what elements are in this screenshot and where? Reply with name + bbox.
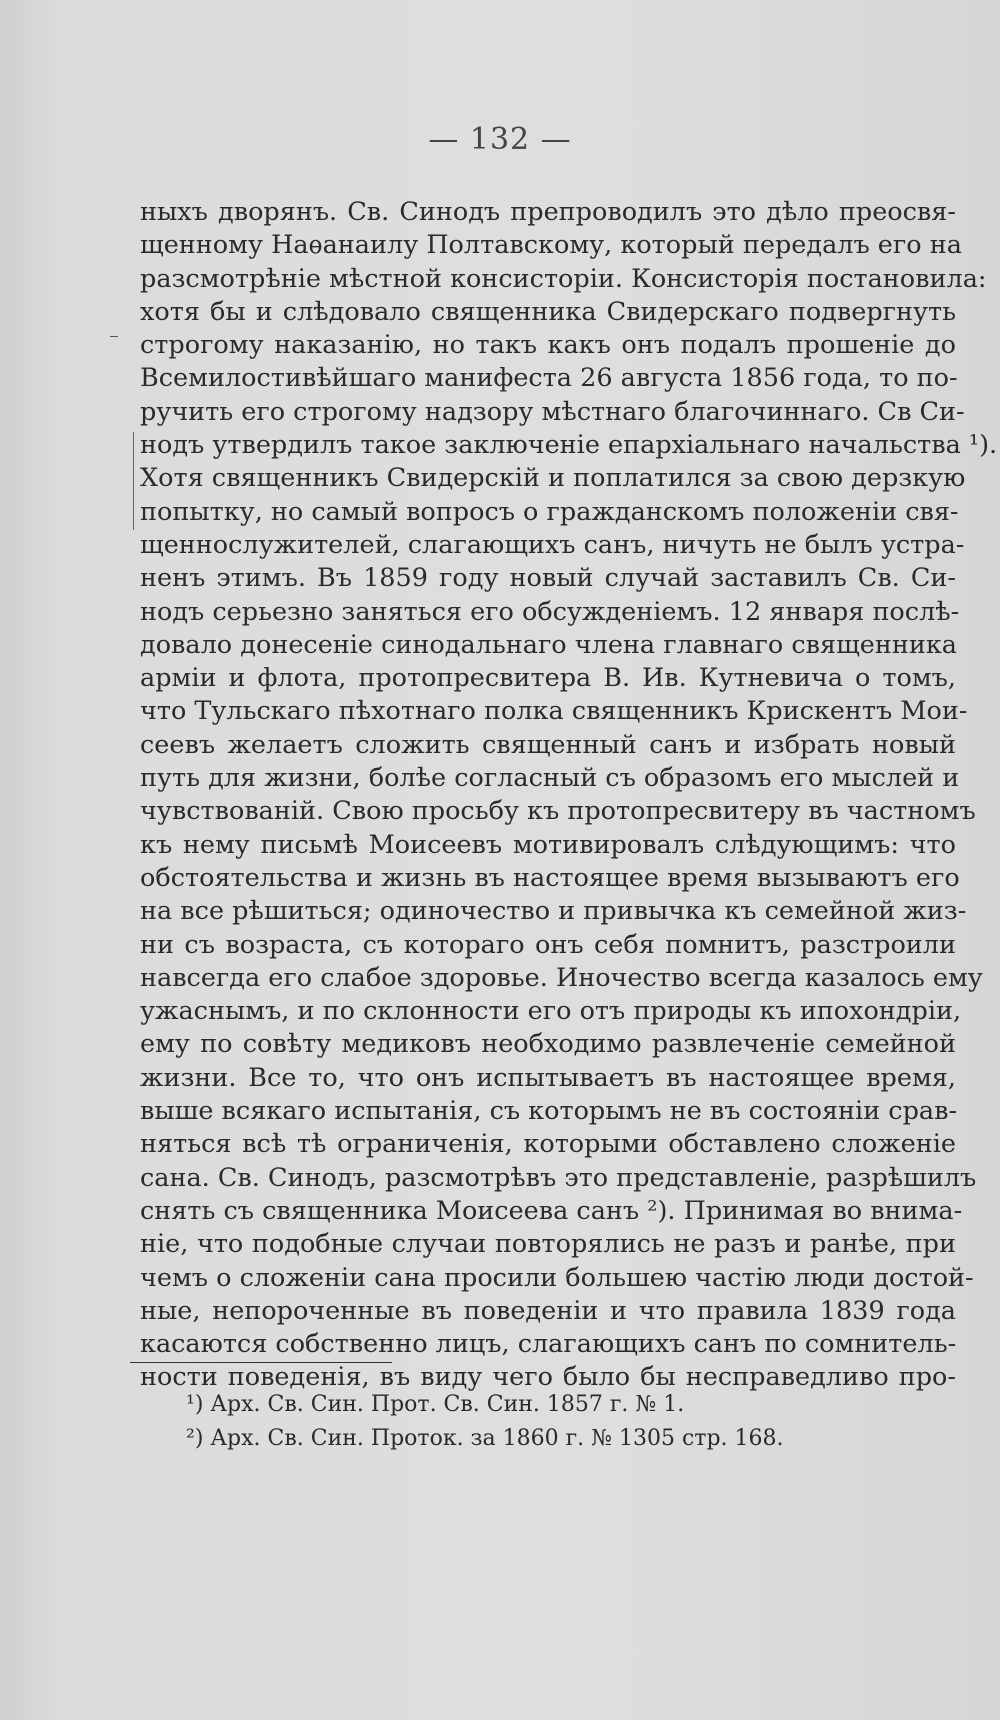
text-line: щенному Наѳанаилу Полтавскому, который передалъ его на [140,230,962,261]
text-line: касаются собственно лицъ, слагающихъ санъ по сомнитель- [140,1329,957,1360]
text-line: сеевъ желаетъ сложить священный санъ и избрать новый [140,729,956,760]
text-line: ни съ возраста, съ котораго онъ себя помнитъ, разстроили [140,929,956,960]
footnote-2: ²) Арх. Св. Син. Проток. за 1860 г. № 1305 стр. 168. [186,1426,784,1451]
footnote-divider [130,1362,392,1363]
text-line: ужаснымъ, и по склонности его отъ природы къ ипохондріи, [140,996,962,1027]
text-line: ныхъ дворянъ. Св. Синодъ препроводилъ это дѣло преосвя- [140,197,956,227]
page-number: — 132 — [428,122,572,157]
text-line: ные, непороченные въ поведеніи и что правила 1839 года [140,1295,956,1326]
text-line: ему по совѣту медиковъ необходимо развлеченіе семейной [140,1029,956,1060]
margin-bracket [133,432,134,530]
text-line: на все рѣшиться; одиночество и привычка къ семейной жиз- [140,896,967,927]
text-line: строгому наказанію, но такъ какъ онъ подалъ прошеніе до [140,330,956,361]
text-line: разсмотрѣніе мѣстной консисторіи. Консисторія постановила: [140,263,987,294]
text-line: няться всѣ тѣ ограниченія, которыми обставлено сложеніе [140,1129,956,1160]
text-line: что Тульскаго пѣхотнаго полка священникъ Крискентъ Мои- [140,696,968,727]
footnotes [186,1388,784,1456]
text-line: Хотя священникъ Свидерскій и поплатился за свою дерзкую [140,463,966,494]
footnote-1: ¹) Арх. Св. Син. Прот. Св. Син. 1857 г. № 1. [186,1392,685,1417]
text-line: къ нему письмѣ Моисеевъ мотивировалъ слѣдующимъ: что [140,829,956,860]
text-line: нодъ серьезно заняться его обсужденіемъ. 12 января послѣ- [140,596,960,627]
text-line: ніе, что подобные случаи повторялись не разъ и ранѣе, при [140,1229,956,1260]
text-line: попытку, но самый вопросъ о гражданскомъ положеніи свя- [140,496,959,527]
body-text [140,196,998,1395]
text-line: выше всякаго испытанія, съ которымъ не въ состояніи срав- [140,1096,958,1127]
text-line: путь для жизни, болѣе согласный съ образомъ его мыслей и [140,763,960,794]
text-line: нодъ утвердилъ такое заключеніе епархіальнаго начальства ¹). [140,430,998,461]
text-line: чемъ о сложеніи сана просили большею частію люди достой- [140,1262,974,1293]
text-line: ности поведенія, въ виду чего было бы несправедливо про- [140,1362,956,1393]
text-line: обстоятельства и жизнь въ настоящее время вызываютъ его [140,862,960,893]
text-line: жизни. Все то, что онъ испытываетъ въ настоящее время, [140,1062,956,1093]
text-line: щеннослужителей, слагающихъ санъ, ничуть не былъ устра- [140,529,965,560]
text-line: Всемилостивѣйшаго манифеста 26 августа 1856 года, то по- [140,363,958,394]
text-line: хотя бы и слѣдовало священника Свидерскаго подвергнуть [140,296,956,327]
text-line: сана. Св. Синодъ, разсмотрѣвъ это представленіе, разрѣшилъ [140,1162,977,1193]
margin-mark [110,336,118,337]
text-line: навсегда его слабое здоровье. Иночество всегда казалось ему [140,962,983,993]
text-line: чувствованій. Свою просьбу къ протопресвитеру въ частномъ [140,796,976,827]
text-line: ручить его строгому надзору мѣстнаго благочиннаго. Св Си- [140,396,965,427]
text-line: ненъ этимъ. Въ 1859 году новый случай заставилъ Св. Си- [140,563,956,594]
text-line: довало донесеніе синодальнаго члена главнаго священника [140,629,957,660]
text-line: арміи и флота, протопресвитера В. Ив. Кутневича о томъ, [140,663,956,694]
text-line: снять съ священника Моисеева санъ ²). Принимая во внима- [140,1195,963,1226]
